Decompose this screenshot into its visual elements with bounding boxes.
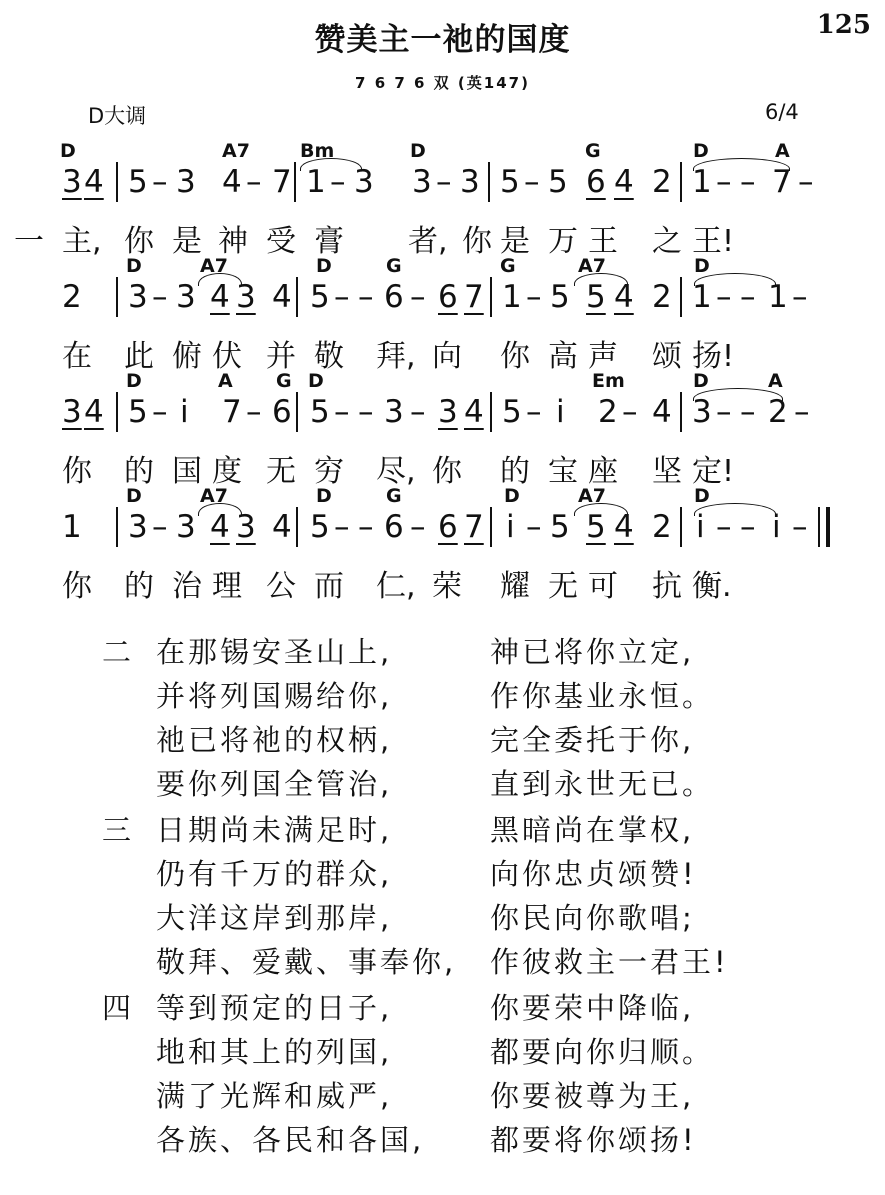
verse-line: 都要向你归顺。 (490, 1035, 715, 1069)
lyric-word: 度 (212, 454, 242, 489)
lyric-word: 一 (14, 224, 44, 259)
hymn-title: 赞美主一祂的国度 (314, 22, 571, 58)
staff-4 (0, 485, 885, 603)
note: 7 (272, 164, 292, 200)
verse-line: 直到永世无已。 (490, 767, 715, 801)
verse-number: 四 (102, 991, 132, 1025)
note: 4 (614, 279, 634, 315)
note: 2 (62, 279, 82, 315)
note: 7 (772, 164, 792, 200)
note: 6 (384, 509, 404, 545)
chord-symbol: D (316, 255, 332, 277)
note: 5 (548, 164, 568, 200)
verse-line: 仍有千万的群众, (156, 857, 393, 891)
note: 5 (310, 509, 330, 545)
note: – (798, 164, 814, 200)
lyric-word: 王! (692, 224, 735, 259)
chord-symbol: D (308, 370, 324, 392)
lyric-word: 的 (124, 454, 154, 489)
lyric-word: 可 (588, 569, 618, 604)
lyric-row (0, 216, 885, 259)
note: – (526, 509, 542, 545)
note: 2 (652, 509, 672, 545)
note: 1 (692, 279, 712, 315)
page-number: 125 (816, 10, 871, 40)
staff-3 (0, 370, 885, 488)
lyric-word: 此 (124, 339, 154, 374)
note: – (716, 509, 732, 545)
lyric-word: 公 (266, 569, 296, 604)
note: – (410, 279, 426, 315)
note: 6 (438, 279, 458, 315)
verse-line: 作你基业永恒。 (490, 679, 715, 713)
key-signature: D大调 (88, 104, 147, 128)
chord-symbol: A7 (222, 140, 250, 162)
barline (680, 162, 682, 202)
chord-symbol: D (693, 370, 709, 392)
note: 5 (586, 279, 606, 315)
note: 5 (500, 164, 520, 200)
note: – (792, 509, 808, 545)
chord-symbol: D (126, 485, 142, 507)
verse-line: 大洋这岸到那岸, (156, 901, 393, 935)
lyric-word: 颂 (652, 339, 682, 374)
note: 3 (62, 164, 82, 200)
note: – (526, 394, 542, 430)
chord-symbol: D (504, 485, 520, 507)
note: 7 (464, 509, 484, 545)
verse-line: 在那锡安圣山上, (156, 635, 393, 669)
note: 6 (586, 164, 606, 200)
note: 5 (550, 509, 570, 545)
lyric-word: 抗 (652, 569, 682, 604)
staff-1 (0, 140, 885, 258)
verse-line: 满了光辉和威严, (156, 1079, 393, 1113)
note: 1 (692, 164, 712, 200)
chord-symbol: A7 (578, 485, 606, 507)
lyric-word: 王 (588, 224, 618, 259)
lyric-word: 座 (588, 454, 618, 489)
note: 5 (310, 394, 330, 430)
note: – (152, 164, 168, 200)
barline (818, 507, 820, 547)
note: – (716, 164, 732, 200)
verse-number: 三 (102, 813, 132, 847)
lyric-word: 理 (212, 569, 242, 604)
note: 5 (128, 394, 148, 430)
verse-line: 你要被尊为王, (490, 1079, 695, 1113)
note: i (180, 394, 189, 430)
barline (488, 162, 490, 202)
chord-symbol: A7 (578, 255, 606, 277)
note: 4 (84, 394, 104, 430)
verse-line: 祂已将祂的权柄, (156, 723, 393, 757)
note: – (152, 279, 168, 315)
lyric-word: 膏 (314, 224, 344, 259)
note: 4 (464, 394, 484, 430)
lyric-word: 受 (266, 224, 296, 259)
lyric-word: 声 (588, 339, 618, 374)
lyric-word: 衡. (692, 569, 732, 604)
chord-symbol: A7 (200, 255, 228, 277)
note: 3 (412, 164, 432, 200)
note: 3 (176, 164, 196, 200)
note: 2 (598, 394, 618, 430)
lyric-word: 你 (62, 569, 92, 604)
note: 3 (384, 394, 404, 430)
chord-symbol: Em (592, 370, 625, 392)
lyric-row (0, 331, 885, 374)
time-signature: 6/4 (765, 100, 799, 124)
lyric-word: 仁, (376, 569, 416, 604)
lyric-word: 你 (62, 454, 92, 489)
lyric-word: 荣 (432, 569, 462, 604)
barline (490, 392, 492, 432)
note: 4 (84, 164, 104, 200)
note: 4 (652, 394, 672, 430)
barline (296, 392, 298, 432)
note: – (358, 394, 374, 430)
verse-line: 你要荣中降临, (490, 991, 695, 1025)
note: – (794, 394, 810, 430)
note: – (152, 394, 168, 430)
note: – (526, 279, 542, 315)
note: 4 (614, 509, 634, 545)
note: 3 (460, 164, 480, 200)
lyric-word: 万 (548, 224, 578, 259)
note: 4 (210, 509, 230, 545)
chord-symbol: A (218, 370, 233, 392)
lyric-word: 尽, (376, 454, 416, 489)
chord-symbol: G (500, 255, 516, 277)
note: 2 (652, 164, 672, 200)
note: 1 (768, 279, 788, 315)
barline (116, 392, 118, 432)
note: 3 (354, 164, 374, 200)
chord-symbol: G (276, 370, 292, 392)
lyric-word: 而 (314, 569, 344, 604)
note: 3 (128, 509, 148, 545)
lyric-row (0, 561, 885, 604)
note: 3 (176, 279, 196, 315)
lyric-word: 无 (548, 569, 578, 604)
chord-symbol: D (694, 255, 710, 277)
chord-symbol: D (126, 255, 142, 277)
note: i (772, 509, 781, 545)
note: – (740, 279, 756, 315)
verse-line: 各族、各民和各国, (156, 1123, 425, 1157)
note: 4 (272, 509, 292, 545)
verse-number: 二 (102, 635, 132, 669)
chord-symbol: G (585, 140, 601, 162)
verse-line: 作彼救主一君王! (490, 945, 729, 979)
lyric-word: 之 (652, 224, 682, 259)
note: – (524, 164, 540, 200)
verse-line: 并将列国赐给你, (156, 679, 393, 713)
note: – (792, 279, 808, 315)
note: 4 (210, 279, 230, 315)
note: 1 (306, 164, 326, 200)
meter-line: 7 6 7 6 双 (英147) (355, 74, 530, 92)
final-barline (826, 507, 830, 547)
chord-symbol: Bm (300, 140, 335, 162)
lyric-word: 向 (432, 339, 462, 374)
lyric-word: 神 (218, 224, 248, 259)
note: – (436, 164, 452, 200)
barline (490, 507, 492, 547)
note: 7 (464, 279, 484, 315)
chord-symbol: A (768, 370, 783, 392)
chord-symbol: A (775, 140, 790, 162)
lyric-word: 主, (62, 224, 102, 259)
note: 3 (236, 509, 256, 545)
lyric-word: 的 (500, 454, 530, 489)
note: – (740, 164, 756, 200)
note: – (622, 394, 638, 430)
note: i (506, 509, 515, 545)
lyric-word: 你 (124, 224, 154, 259)
verse-line: 等到预定的日子, (156, 991, 393, 1025)
note: 4 (222, 164, 242, 200)
lyric-word: 穷 (314, 454, 344, 489)
barline (490, 277, 492, 317)
barline (116, 507, 118, 547)
note: 6 (272, 394, 292, 430)
note: 6 (384, 279, 404, 315)
note: i (556, 394, 565, 430)
note: 3 (438, 394, 458, 430)
lyric-word: 定! (692, 454, 735, 489)
lyric-word: 伏 (212, 339, 242, 374)
note: 5 (586, 509, 606, 545)
lyric-word: 你 (462, 224, 492, 259)
note: – (358, 509, 374, 545)
note: – (334, 394, 350, 430)
verse-line: 日期尚未满足时, (156, 813, 393, 847)
note: – (334, 509, 350, 545)
lyric-word: 并 (266, 339, 296, 374)
lyric-word: 无 (266, 454, 296, 489)
note: 2 (768, 394, 788, 430)
verse-line: 敬拜、爱戴、事奉你, (156, 945, 457, 979)
chord-symbol: A7 (200, 485, 228, 507)
lyric-word: 俯 (172, 339, 202, 374)
verse-line: 你民向你歌唱; (490, 901, 695, 935)
barline (116, 162, 118, 202)
lyric-word: 的 (124, 569, 154, 604)
note: 3 (692, 394, 712, 430)
lyric-word: 是 (500, 224, 530, 259)
note: – (716, 279, 732, 315)
note: 4 (614, 164, 634, 200)
chord-symbol: D (694, 485, 710, 507)
note: 3 (62, 394, 82, 430)
note: – (740, 394, 756, 430)
barline (294, 162, 296, 202)
lyric-word: 国 (172, 454, 202, 489)
note: 3 (176, 509, 196, 545)
lyric-word: 在 (62, 339, 92, 374)
verse-line: 向你忠贞颂赞! (490, 857, 697, 891)
note: – (152, 509, 168, 545)
lyric-word: 扬! (692, 339, 735, 374)
verse-line: 地和其上的列国, (156, 1035, 393, 1069)
lyric-word: 坚 (652, 454, 682, 489)
barline (296, 507, 298, 547)
barline (680, 507, 682, 547)
note: – (330, 164, 346, 200)
chord-symbol: D (60, 140, 76, 162)
lyric-word: 宝 (548, 454, 578, 489)
note: 5 (310, 279, 330, 315)
note: 5 (502, 394, 522, 430)
note: 3 (236, 279, 256, 315)
note: 5 (550, 279, 570, 315)
note: 4 (272, 279, 292, 315)
note: – (246, 394, 262, 430)
chord-symbol: D (316, 485, 332, 507)
verse-line: 要你列国全管治, (156, 767, 393, 801)
chord-symbol: G (386, 255, 402, 277)
chord-symbol: D (410, 140, 426, 162)
verse-line: 都要将你颂扬! (490, 1123, 697, 1157)
staff-2 (0, 255, 885, 373)
note: 2 (652, 279, 672, 315)
note: – (246, 164, 262, 200)
note: – (410, 394, 426, 430)
lyric-word: 者, (408, 224, 448, 259)
verse-line: 完全委托于你, (490, 723, 695, 757)
note: 1 (62, 509, 82, 545)
note: – (410, 509, 426, 545)
barline (296, 277, 298, 317)
chord-symbol: D (693, 140, 709, 162)
note: – (334, 279, 350, 315)
note: – (716, 394, 732, 430)
lyric-word: 治 (172, 569, 202, 604)
lyric-word: 高 (548, 339, 578, 374)
barline (116, 277, 118, 317)
note: 7 (222, 394, 242, 430)
note: – (740, 509, 756, 545)
note: 6 (438, 509, 458, 545)
lyric-word: 你 (500, 339, 530, 374)
lyric-word: 是 (172, 224, 202, 259)
chord-symbol: G (386, 485, 402, 507)
verse-line: 神已将你立定, (490, 635, 695, 669)
barline (680, 392, 682, 432)
note: – (358, 279, 374, 315)
barline (680, 277, 682, 317)
note: 3 (128, 279, 148, 315)
lyric-word: 拜, (376, 339, 416, 374)
lyric-word: 耀 (500, 569, 530, 604)
lyric-word: 敬 (314, 339, 344, 374)
note: i (696, 509, 705, 545)
note: 1 (502, 279, 522, 315)
note: 5 (128, 164, 148, 200)
verse-line: 黑暗尚在掌权, (490, 813, 695, 847)
lyric-row (0, 446, 885, 489)
lyric-word: 你 (432, 454, 462, 489)
chord-symbol: D (126, 370, 142, 392)
